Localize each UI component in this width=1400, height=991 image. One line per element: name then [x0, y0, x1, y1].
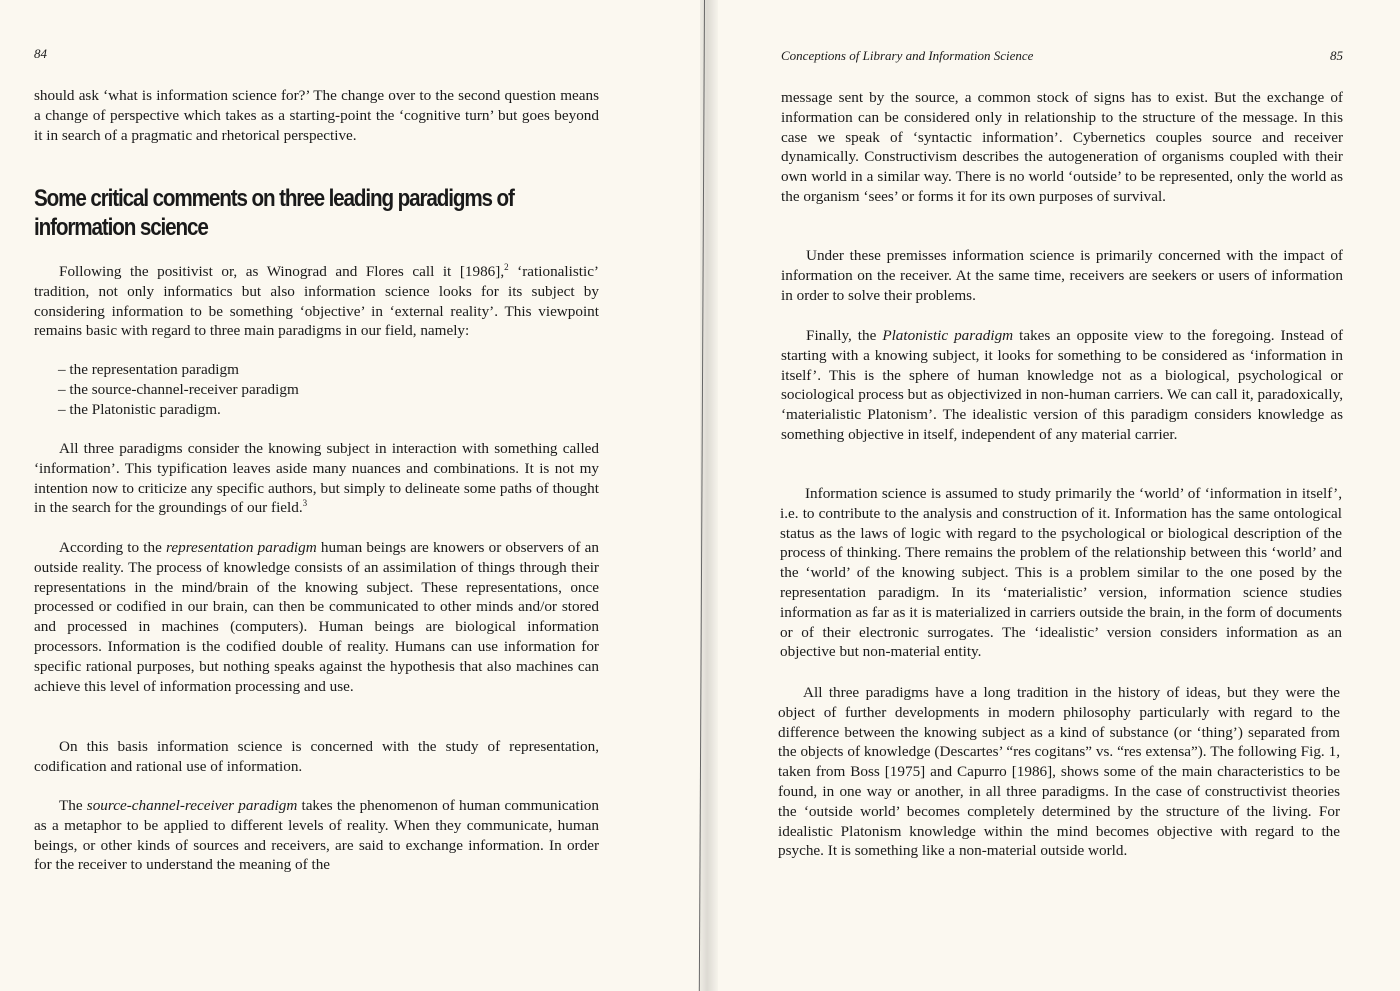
paragraph-under-these: Under these premisses information science is primarily concerned with the impact of information on the receiver. At the same time, receivers are seekers or users of information in order to solve their problems. — [781, 247, 1343, 304]
paragraph-on-this-basis: On this basis information science is concerned with the study of representation, codification and rational use of information. — [34, 738, 599, 775]
paragraph-platonistic — [781, 326, 1343, 445]
paragraph-finally-a: Finally, the — [806, 327, 883, 344]
paragraph-representation-a: According to the — [59, 539, 167, 556]
list-item: – the representation paradigm — [58, 360, 598, 380]
paradigm-list — [58, 360, 598, 419]
scr-paradigm-term: source-channel-receiver paradigm — [86, 797, 298, 814]
section-heading — [34, 184, 567, 242]
paragraph-all-three — [34, 439, 599, 518]
section-heading-line1: Some critical comments on three leading paradigms of — [34, 185, 514, 212]
list-item: – the Platonistic paradigm. — [58, 400, 598, 420]
right-page-number: 85 — [1330, 48, 1343, 63]
paragraph-scr-b: takes the phenomenon of human communication as a metaphor to be applied to different levels of reality. When they communicate, human beings, or other kinds of sources and receivers, are said to exchange information. In order for the receiver to understand the meaning of the — [34, 797, 599, 874]
footnote-ref-2: 2 — [504, 261, 509, 272]
paragraph-representation — [34, 538, 599, 696]
running-head: Conceptions of Library and Information Science — [781, 48, 1034, 63]
platonistic-paradigm-term: Platonistic paradigm — [882, 327, 1014, 344]
paragraph-finally-b: takes an opposite view to the foregoing. Instead of starting with a knowing subject, it looks for something to be considered as ‘information in itself’. This is the sphere of human knowledge not as a biological, psychological or sociological process but as objectivized in non-human carriers. We can call it, paradoxically, ‘materialistic Platonism’. The idealistic version of this paradigm considers knowledge as something objective in itself, independent of any material carrier. — [781, 327, 1344, 443]
paragraph-all-three-a: All three paradigms consider the knowing subject in interaction with something called ‘information’. This typification leaves aside many nuances and combinations. It is not my intention now to criticize any specific authors, but simply to delineate some paths of thought in the search for the groundings of our field. — [34, 440, 599, 517]
representation-paradigm-term: representation paradigm — [166, 539, 317, 556]
paragraph-information-science: Information science is assumed to study primarily the ‘world’ of ‘information in itself’, i.e. to contribute to the analysis and construction of it. Information has the same ontological status as the laws of logic with regard to the psychological or biological description of the process of thinking. There remains the problem of the relationship between this ‘world’ and the ‘world’ of the knowing subject. This is a problem similar to the one posed by the representation paradigm. In its ‘materialistic’ version, information science studies information as far as it is materialized in carriers outside the brain, in the form of documents or of their electronic surrogates. The ‘idealistic’ version considers information as an objective but non-material entity. — [780, 485, 1342, 661]
paragraph-history-of-ideas: All three paradigms have a long tradition in the history of ideas, but they were the object of further developments in modern philosophy particularly with regard to the difference between the knowing subject as a kind of substance (or ‘thing’) separated from the objects of knowledge (Descartes’ “res cogitans” vs. “res extensa”). The following Fig. 1, taken from Boss [1975] and Capurro [1986], shows some of the main characteristics to be found, in one way or another, in all three paradigms. In the case of constructivist theories the ‘outside world’ becomes completely determined by the structure of the living. For idealistic Platonism knowledge within the mind becomes objective with regard to the psyche. It is something like a non-material outside world. — [778, 684, 1340, 860]
footnote-ref-3: 3 — [302, 498, 308, 509]
intro-paragraph: should ask ‘what is information science for?’ The change over to the second question means a change of perspective which takes as a starting-point the ‘cognitive turn’ but goes beyond it in search of a pragmatic and rhetorical perspective. — [34, 87, 599, 144]
right-page — [700, 0, 1400, 991]
paragraph-positivist-a: Following the positivist or, as Winograd and Flores call it [1986], — [59, 263, 505, 280]
paragraph-positivist — [34, 262, 599, 341]
paragraph-message: message sent by the source, a common stock of signs has to exist. But the exchange of information can be considered only in relationship to the structure of the message. In this case we speak of ‘syntactic information’. Cybernetics couples source and receiver dynamically. Constructivism describes the autogeneration of organisms coupled with their own world in a similar way. There is no world ‘outside’ to be represented, only the world as the organism ‘sees’ or forms it for its own purposes of survival. — [781, 89, 1343, 205]
left-page-number: 84 — [34, 46, 47, 61]
paragraph-source-channel-receiver — [34, 796, 599, 875]
paragraph-representation-b: human beings are knowers or observers of an outside reality. The process of knowledge consists of an assimilation of things through their representations in the mind/brain of the knowing subject. These representations, once processed or codified in our brain, can then be communicated to other minds and/or stored and processed in machines (computers). Human beings are biological information processors. Information is the codified double of reality. Humans can use information for specific rational purposes, but nothing speaks against the hypothesis that also machines can achieve this level of information processing and use. — [34, 539, 599, 695]
paragraph-scr-a: The — [59, 797, 87, 814]
paragraph-positivist-b: ‘rationalistic’ tradition, not only informatics but also information science looks for its subject by considering information to be something ‘objective’ in ‘external reality’. This viewpoint remains basic with regard to three main paradigms in our field, namely: — [34, 263, 599, 340]
list-item: – the source-channel-receiver paradigm — [58, 380, 598, 400]
section-heading-line2: information science — [34, 214, 208, 241]
